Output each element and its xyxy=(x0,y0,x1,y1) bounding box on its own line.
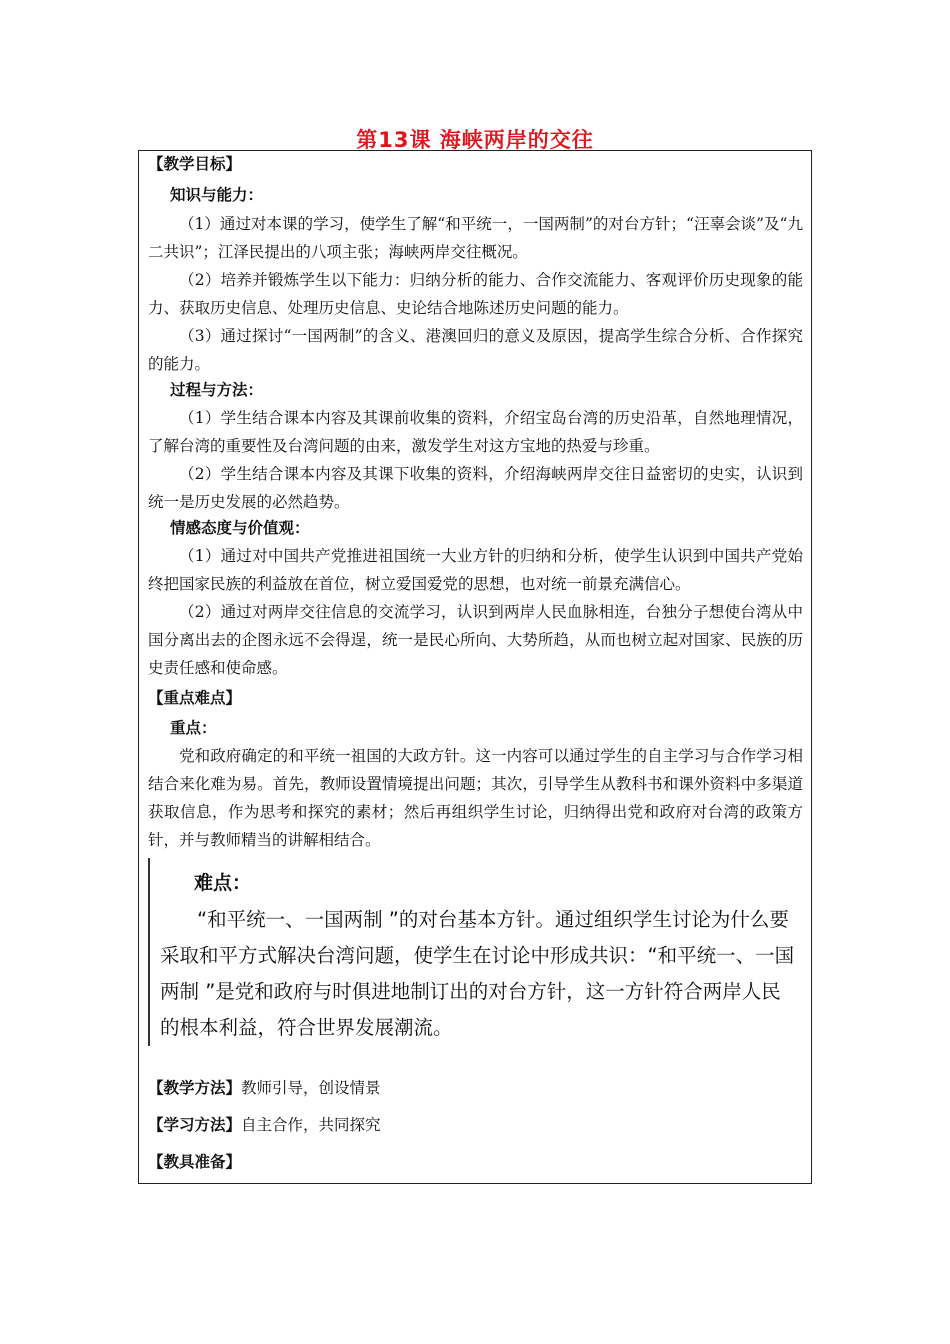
focus-text: 党和政府确定的和平统一祖国的大政方针。这一内容可以通过学生的自主学习与合作学习相结合来化难为易。首先，教师设置情境提出问题；其次，引导学生从教科书和课外资料中多渠道获取信息，作为思考和探究的素材；然后再组织学生讨论，归纳得出党和政府对台湾的政策方针，并与教师精当的讲解相结合。 xyxy=(148,747,803,849)
teaching-method-label: 【教学方法】 xyxy=(148,1079,242,1097)
process-item-1: （1）学生结合课本内容及其课前收集的资料，介绍宝岛台湾的历史沿革，自然地理情况，了解台湾的重要性及台湾问题的由来，激发学生对这方宝地的热爱与珍重。 xyxy=(148,409,803,455)
key-points-header: 【重点难点】 xyxy=(148,689,242,707)
page-title: 第13课 海峡两岸的交往 xyxy=(356,128,594,152)
attitude-heading: 情感态度与价值观： xyxy=(170,519,310,537)
teaching-method-row xyxy=(148,1075,803,1101)
knowledge-item-2: （2）培养并锻炼学生以下能力：归纳分析的能力、合作交流能力、客观评价历史现象的能力、获取历史信息、处理历史信息、史论结合地陈述历史问题的能力。 xyxy=(148,271,803,317)
knowledge-item-1: （1）通过对本课的学习，使学生了解“和平统一，一国两制”的对台方针；“汪辜会谈”及“九二共识”；江泽民提出的八项主张；海峡两岸交往概况。 xyxy=(148,215,803,261)
difficulty-heading: 难点： xyxy=(194,872,252,894)
knowledge-item-3: （3）通过探讨“一国两制”的含义、港澳回归的意义及原因，提高学生综合分析、合作探究的能力。 xyxy=(148,327,803,373)
process-item-2: （2）学生结合课本内容及其课下收集的资料，介绍海峡两岸交往日益密切的史实，认识到统一是历史发展的必然趋势。 xyxy=(148,465,803,511)
learning-method-row xyxy=(148,1112,803,1138)
teaching-method-value: 教师引导，创设情景 xyxy=(241,1079,381,1097)
attitude-item-2: （2）通过对两岸交往信息的交流学习，认识到两岸人民血脉相连，台独分子想使台湾从中国分离出去的企图永远不会得逞，统一是民心所向、大势所趋，从而也树立起对国家、民族的历史责任感和使命感。 xyxy=(148,603,803,677)
knowledge-heading: 知识与能力： xyxy=(170,186,264,204)
process-heading: 过程与方法： xyxy=(170,381,264,399)
learning-method-label: 【学习方法】 xyxy=(148,1116,242,1134)
difficulty-scanned-block xyxy=(148,858,810,1046)
objectives-header: 【教学目标】 xyxy=(148,155,242,173)
focus-heading: 重点： xyxy=(170,719,217,737)
attitude-item-1: （1）通过对中国共产党推进祖国统一大业方针的归纳和分析，使学生认识到中国共产党始终把国家民族的利益放在首位，树立爱国爱党的思想，也对统一前景充满信心。 xyxy=(148,547,803,593)
learning-method-value: 自主合作，共同探究 xyxy=(241,1116,381,1134)
tools-label: 【教具准备】 xyxy=(148,1153,242,1171)
tools-row xyxy=(148,1149,803,1175)
difficulty-text: “和平统一、一国两制 ”的对台基本方针。通过组织学生讨论为什么要采取和平方式解决台湾问题，使学生在讨论中形成共识：“和平统一、一国两制 ”是党和政府与时俱进地制订出的对台方针，这一方针符合两岸人民的根本利益，符合世界发展潮流。 xyxy=(160,908,795,1039)
